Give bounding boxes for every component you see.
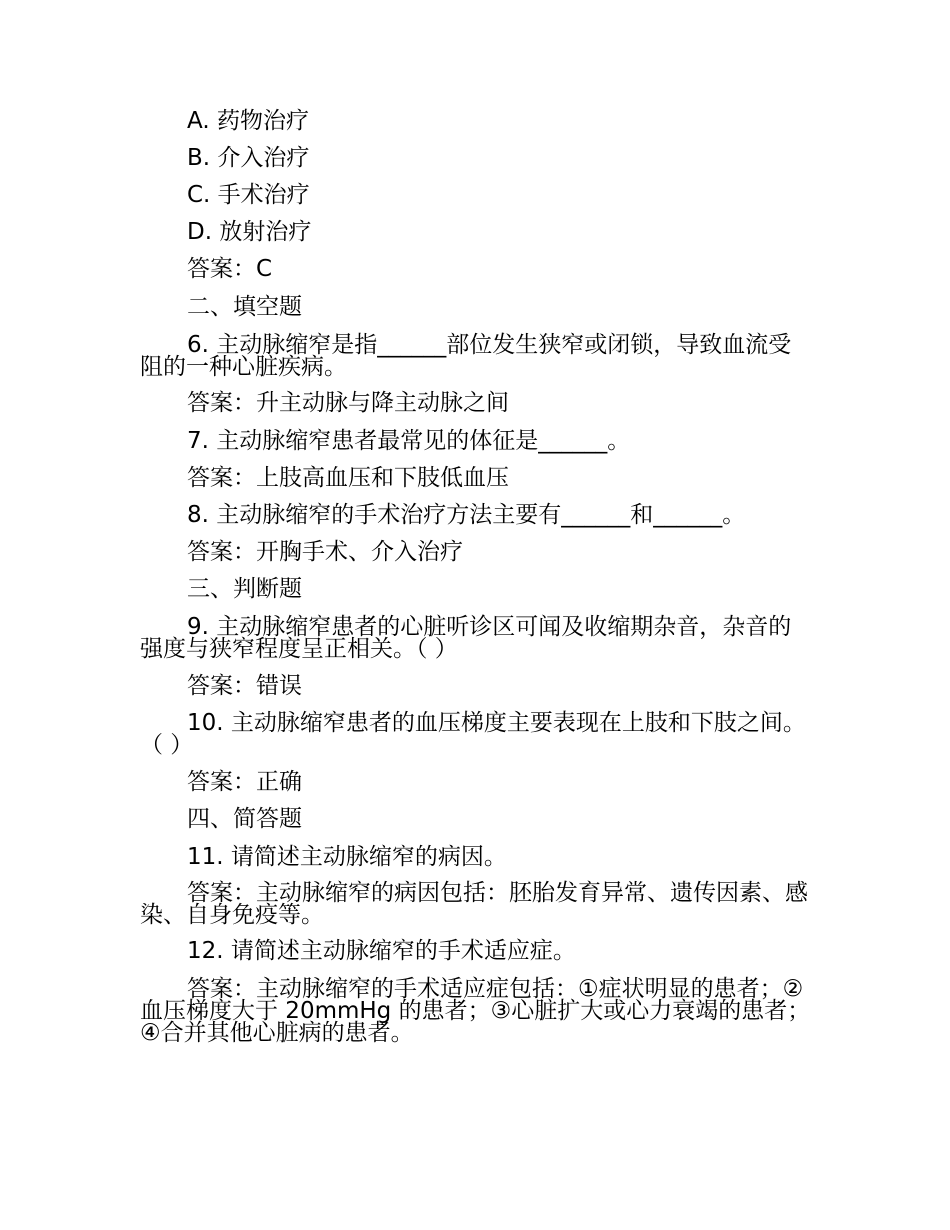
question-6: 6. 主动脉缩窄是指______部位发生狭窄或闭锁，导致血流受阻的一种心脏疾病。: [140, 332, 792, 380]
question-11: 11. 请简述主动脉缩窄的病因。: [187, 844, 507, 870]
section-heading-short-answer: 四、简答题: [187, 806, 302, 832]
question-10: 10. 主动脉缩窄患者的血压梯度主要表现在上肢和下肢之间。（ ）: [140, 710, 806, 758]
question-12: 12. 请简述主动脉缩窄的手术适应症。: [187, 938, 576, 964]
answer-10: 答案：正确: [187, 769, 302, 795]
answer-11: 答案：主动脉缩窄的病因包括：胚胎发育异常、遗传因素、感染、自身免疫等。: [140, 880, 808, 928]
option-d: D. 放射治疗: [187, 219, 312, 245]
section-heading-true-false: 三、判断题: [187, 576, 302, 602]
answer-12: 答案：主动脉缩窄的手术适应症包括：①症状明显的患者；②血压梯度大于 20mmHg 的患者；③心脏扩大或心力衰竭的患者；④合并其他心脏病的患者。: [140, 976, 811, 1046]
answer-6: 答案：升主动脉与降主动脉之间: [187, 390, 509, 416]
section-heading-fill-blank: 二、填空题: [187, 294, 302, 320]
option-a: A. 药物治疗: [187, 108, 309, 134]
option-b: B. 介入治疗: [187, 145, 310, 171]
question-7: 7. 主动脉缩窄患者最常见的体征是______。: [187, 428, 631, 454]
question-9: 9. 主动脉缩窄患者的心脏听诊区可闻及收缩期杂音，杂音的强度与狭窄程度呈正相关。（ ）: [140, 614, 792, 662]
answer-5: 答案：C: [187, 256, 273, 282]
option-c: C. 手术治疗: [187, 182, 310, 208]
answer-9: 答案：错误: [187, 673, 302, 699]
answer-8: 答案：开胸手术、介入治疗: [187, 539, 463, 565]
question-8: 8. 主动脉缩窄的手术治疗方法主要有______和______。: [187, 502, 746, 528]
answer-7: 答案：上肢高血压和下肢低血压: [187, 465, 509, 491]
